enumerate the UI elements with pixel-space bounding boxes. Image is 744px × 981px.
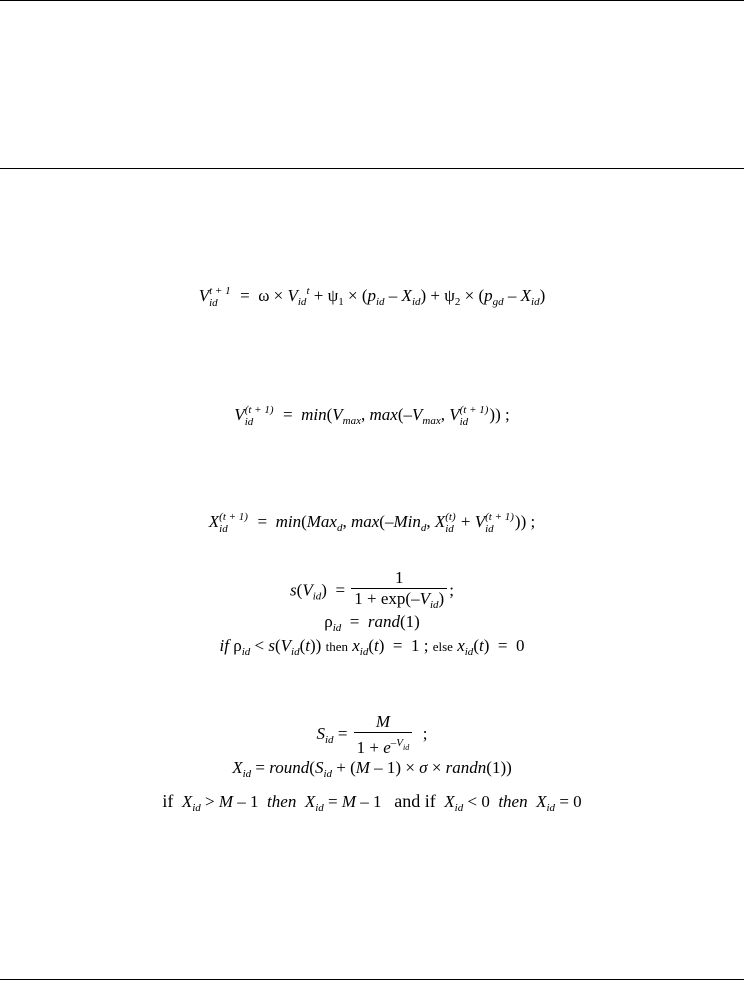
bottom-rule <box>0 979 744 980</box>
velocity-clamp-equation: V (t + 1) id = $\min(V_{max}$, $\max(-V_{max}$, V (t + 1) id )) ; <box>234 404 510 428</box>
binary-rule-equation: if $\rho_{id} < s(V_{id}(t))$ then $x_{id}(t) = 1$ ; else $x_{id}(t) = 0$ <box>219 636 525 658</box>
position-update-equation: X (t + 1) id = min(Max$_d$, max(–Min$_d$, X (t) id + V (t + 1) id )) ; <box>208 511 536 535</box>
sid-equation: $S_{id}$ = $\frac{M}{1 + e^{-V_{id}}}$ ; <box>316 712 428 757</box>
bounds-rule-equation: if $X_{id} > M - 1$ then $X_{id} = M - 1$ and if $X_{id} < 0$ then $X_{id} = 0$ <box>162 791 582 814</box>
velocity-update-equation: V t + 1 id = $\omega \times V_{id}^t + \psi_1 \times (p_{id} - X_{id}) + \psi_2 \times (p_{gd} - X_{id})$ <box>198 285 546 310</box>
top-rule <box>0 0 744 1</box>
rho-equation: $\rho_{id}$ = rand(1) <box>324 612 420 634</box>
section-rule <box>0 168 744 169</box>
sigmoid-equation: $s(V_{id})$ = $\frac{1}{1 + \exp(-V_{id})}$ ; <box>0 568 744 615</box>
xid-round-equation: $X_{id}$ = $round(S_{id} + (M - 1) \times \sigma$ × randn(1)) <box>232 758 512 780</box>
